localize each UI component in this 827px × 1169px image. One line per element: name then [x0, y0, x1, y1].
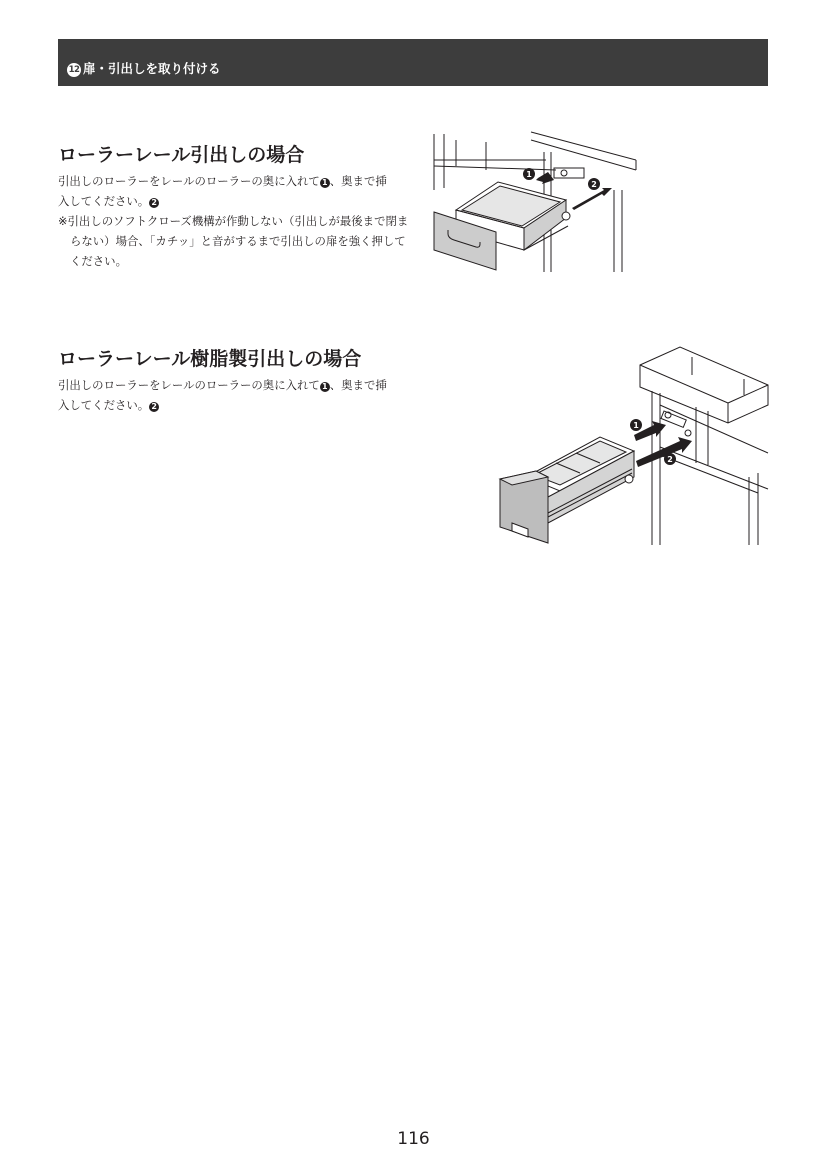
header-title-text: 扉・引出しを取り付ける — [83, 61, 221, 76]
section1-body — [58, 171, 398, 211]
drawer-insertion-illustration-1 — [426, 130, 646, 275]
figure2-label-2: 2 — [667, 455, 673, 464]
step2-marker: 2 — [149, 198, 159, 208]
section-header-title — [67, 61, 221, 77]
step1-marker: 1 — [320, 382, 330, 392]
section2-body — [58, 375, 398, 415]
section1-note: ※引出しのソフトクローズ機構が作動しない（引出しが最後まで閉まらない）場合、「カチッ」と音がするまで引出しの扉を強く押してください。 — [58, 214, 409, 268]
section2-title: ローラーレール樹脂製引出しの場合 — [58, 348, 362, 370]
section-resin-drawer — [58, 347, 403, 415]
step1-marker: 1 — [320, 178, 330, 188]
step2-marker: 2 — [149, 402, 159, 412]
section-roller-rail-drawer — [58, 143, 409, 271]
figure1-label-1: 1 — [526, 170, 532, 179]
figure2-label-1: 1 — [633, 421, 639, 430]
section1-body-b: 、奥まで挿入してください。 — [58, 174, 387, 208]
page-number: 116 — [397, 1129, 430, 1149]
section1-body-a: 引出しのローラーをレールのローラーの奥に入れて — [58, 174, 320, 188]
section-header-bar — [58, 39, 768, 86]
section2-body-b: 、奥まで挿入してください。 — [58, 378, 387, 412]
section2-body-a: 引出しのローラーをレールのローラーの奥に入れて — [58, 378, 320, 392]
section1-title: ローラーレール引出しの場合 — [58, 144, 305, 166]
figure1-label-2: 2 — [591, 180, 597, 189]
step-number-badge: 12 — [68, 65, 80, 75]
drawer-insertion-illustration-2 — [496, 345, 776, 550]
